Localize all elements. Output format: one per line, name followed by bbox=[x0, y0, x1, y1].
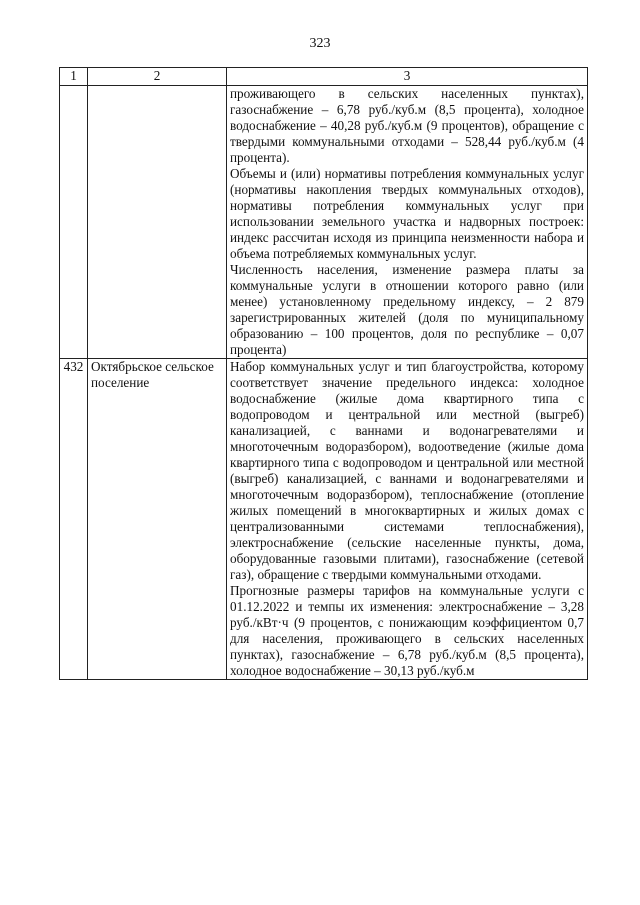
tariff-table bbox=[59, 67, 588, 680]
row-content bbox=[227, 359, 588, 680]
content-paragraph: Набор коммунальных услуг и тип благоустройства, которому соответствует значение предельного индекса: холодное водоснабжение (жилые дома квартирного типа с водопроводом и центральной или местной (выгреб) канализацией, с ваннами и водонагревателями и многоточечным водоразбором), водоотведение (жилые дома квартирного типа с водопроводом и центральной или местной (выгреб) канализацией, с ваннами и водонагревателями и многоточечным водоразбором), теплоснабжение (отопление жилых помещений в многоквартирных и жилых домах с централизованными системами теплоснабжения), электроснабжение (сельские населенные пункты, дома, оборудованные газовыми плитами), газоснабжение (сетевой газ), обращение с твердыми коммунальными отходами. bbox=[230, 359, 584, 582]
content-paragraph: Объемы и (или) нормативы потребления коммунальных услуг (нормативы накопления твердых коммунальных отходов), нормативы потребления коммунальных услуг при использовании земельного участка и надворных построек: индекс рассчитан исходя из принципа неизменности набора и объема потребляемых коммунальных услуг. bbox=[230, 166, 584, 261]
municipality-name: Октябрьское сельское поселение bbox=[88, 359, 227, 680]
table-header-row bbox=[60, 68, 588, 86]
row-number: 432 bbox=[60, 359, 88, 680]
municipality-name bbox=[88, 86, 227, 359]
column-header-3: 3 bbox=[227, 68, 588, 86]
table-row bbox=[60, 359, 588, 680]
content-paragraph: проживающего в сельских населенных пунктах), газоснабжение – 6,78 руб./куб.м (8,5 процента), холодное водоснабжение – 40,28 руб./куб.м (9 процентов), обращение с твердыми коммунальными отходами – 528,44 руб./куб.м (4 процента). bbox=[230, 86, 584, 165]
row-number bbox=[60, 86, 88, 359]
column-header-1: 1 bbox=[60, 68, 88, 86]
content-paragraph: Прогнозные размеры тарифов на коммунальные услуги с 01.12.2022 и темпы их изменения: электроснабжение – 3,28 руб./кВт·ч (9 процентов, с понижающим коэффициентом 0,7 для населения, проживающего в сельских населенных пунктах), газоснабжение – 6,78 руб./куб.м (8,5 процента), холодное водоснабжение – 30,13 руб./куб.м bbox=[230, 583, 584, 678]
table-row bbox=[60, 86, 588, 359]
column-header-2: 2 bbox=[88, 68, 227, 86]
content-paragraph: Численность населения, изменение размера платы за коммунальные услуги в отношении которого равно (или менее) установленному предельному индексу, – 2 879 зарегистрированных жителей (доля по муниципальному образованию – 100 процентов, доля по республике – 0,07 процента) bbox=[230, 262, 584, 357]
page-number: 323 bbox=[309, 36, 331, 51]
row-content bbox=[227, 86, 588, 359]
